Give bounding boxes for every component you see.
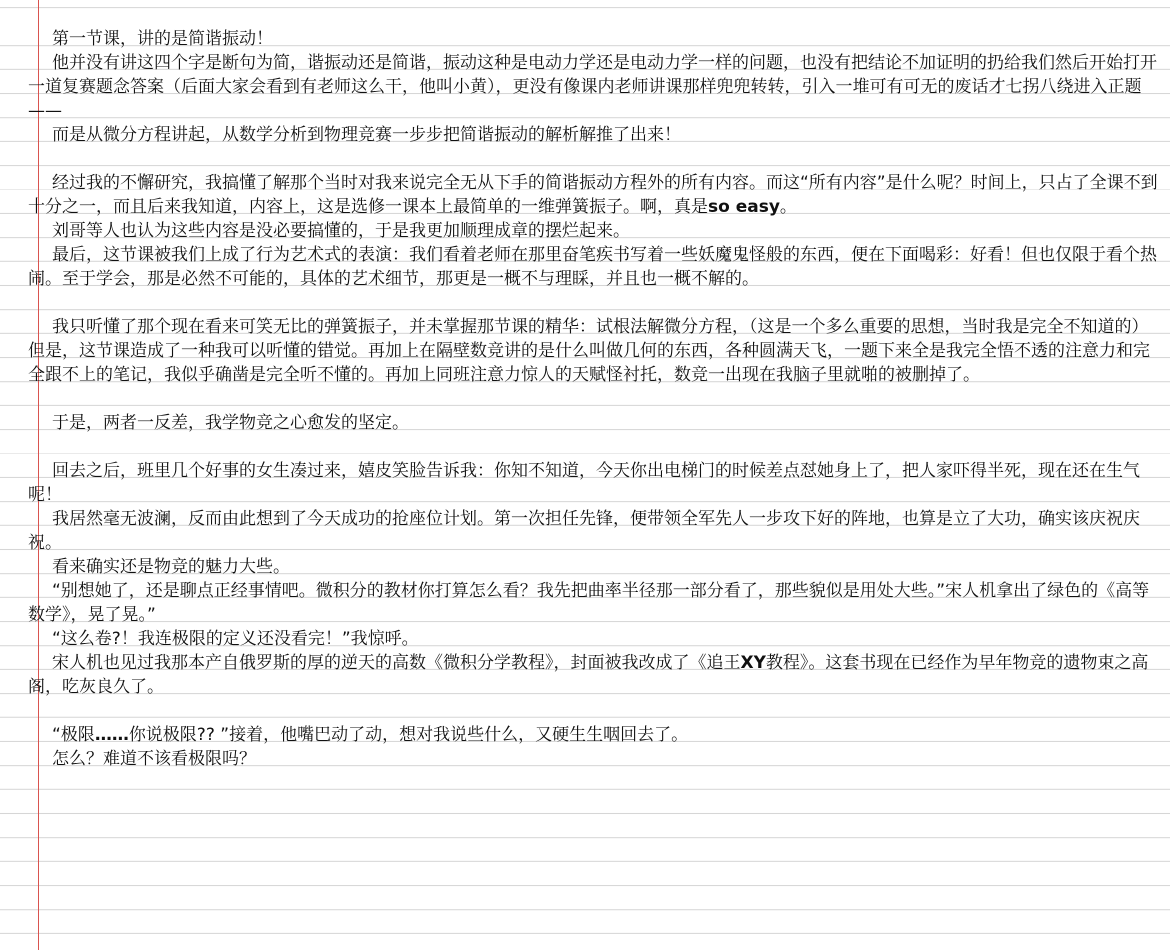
- paragraph-text: 于是，两者一反差，我学物竞之心愈发的坚定。: [52, 413, 409, 433]
- paragraph-text: 经过我的不懈研究，我搞懂了解那个当时对我来说完全无从下手的简谐振动方程外的所有内容。而这“所有内容”是什么呢？时间上，只占了全课不到十分之一，而且后来我知道，内容上，这是选修一课本上最简单的一维弹簧振子。啊，真是: [28, 173, 1158, 217]
- paragraph-text: 而是从微分方程讲起，从数学分析到物理竞赛一步步把简谐振动的解析解推了出来！: [52, 125, 681, 145]
- paragraph-text: 刘哥等人也认为这些内容是没必要搞懂的，于是我更加顺理成章的摆烂起来。: [52, 221, 630, 241]
- paragraph-text: “极限: [52, 725, 95, 745]
- bold-text: ……: [94, 725, 129, 745]
- paragraph: [28, 219, 1160, 243]
- paragraph-text: 我只听懂了那个现在看来可笑无比的弹簧振子，并未掌握那节课的精华：试根法解微分方程，（这是一个多么重要的思想，当时我是完全不知道的）但是，这节课造成了一种我可以听懂的错觉。再加上在隔壁数竞讲的是什么叫做几何的东西，各种圆满天飞，一题下来全是我完全悟不透的注意力和完全跟不上的笔记，我似乎确凿是完全听不懂的。再加上同班注意力惊人的天赋怪衬托，数竞一出现在我脑子里就啪的被删掉了。: [28, 317, 1150, 385]
- paragraph: [28, 51, 1160, 123]
- paragraph: [28, 627, 1160, 651]
- paragraph-text: 第一节课，讲的是简谐振动！: [52, 29, 273, 49]
- paragraph-text: 我居然毫无波澜，反而由此想到了今天成功的抢座位计划。第一次担任先锋，便带领全军先人一步攻下好的阵地，也算是立了大功，确实该庆祝庆祝。: [28, 509, 1140, 553]
- paragraph-text: “别想她了，还是聊点正经事情吧。微积分的教材你打算怎么看？我先把曲率半径那一部分看了，那些貌似是用处大些。”宋人机拿出了绿色的《高等数学》，晃了晃。”: [28, 581, 1150, 625]
- paragraph-text: 最后，这节课被我们上成了行为艺术式的表演：我们看着老师在那里奋笔疾书写着一些妖魔鬼怪般的东西，便在下面喝彩：好看！但也仅限于看个热闹。至于学会，那是必然不可能的，具体的艺术细节，那更是一概不与理睬，并且也一概不解的。: [28, 245, 1157, 289]
- paragraph: [28, 123, 1160, 147]
- paragraph: [28, 579, 1160, 627]
- paragraph: [28, 411, 1160, 435]
- bold-text: so easy: [708, 197, 780, 217]
- paragraph: [28, 747, 1160, 771]
- paragraph-text: 回去之后，班里几个好事的女生凑过来，嬉皮笑脸告诉我：你知不知道，今天你出电梯门的时候差点怼她身上了，把人家吓得半死，现在还在生气呢！: [28, 461, 1140, 505]
- paragraph-text-tail: 教程》。这套书现在已经作为早年物竞的遗物束之高阁，吃灰良久了。: [28, 653, 1149, 697]
- paragraph: [28, 171, 1160, 219]
- paragraph: [28, 315, 1160, 387]
- paragraph: [28, 723, 1160, 747]
- paragraph-text: 他并没有讲这四个字是断句为简，谐振动还是简谐，振动这种是电动力学还是电动力学一样的问题，也没有把结论不加证明的扔给我们然后开始打开一道复赛题念答案（后面大家会看到有老师这么干，他叫小黄），更没有像课内老师讲课那样兜兜转转，引入一堆可有可无的废话才七拐八绕进入正题——: [28, 53, 1157, 121]
- paragraph-text: “这么卷?！我连极限的定义还没看完！”我惊呼。: [52, 629, 419, 649]
- paragraph: [28, 651, 1160, 699]
- document-body: [28, 27, 1160, 771]
- paragraph: [28, 459, 1160, 507]
- bold-text: XY: [740, 653, 766, 673]
- paragraph: [28, 243, 1160, 291]
- paragraph: [28, 555, 1160, 579]
- paragraph-text: 看来确实还是物竞的魅力大些。: [52, 557, 290, 577]
- paragraph: [28, 507, 1160, 555]
- paragraph-text: 怎么？难道不该看极限吗？: [52, 749, 256, 769]
- paragraph: [28, 27, 1160, 51]
- paragraph-text-tail: 。: [779, 197, 797, 217]
- paragraph-text-tail: 你说极限?? ”接着，他嘴巴动了动，想对我说些什么，又硬生生咽回去了。: [128, 725, 689, 745]
- paragraph-text: 宋人机也见过我那本产自俄罗斯的厚的逆天的高数《微积分学教程》，封面被我改成了《追王: [52, 653, 741, 673]
